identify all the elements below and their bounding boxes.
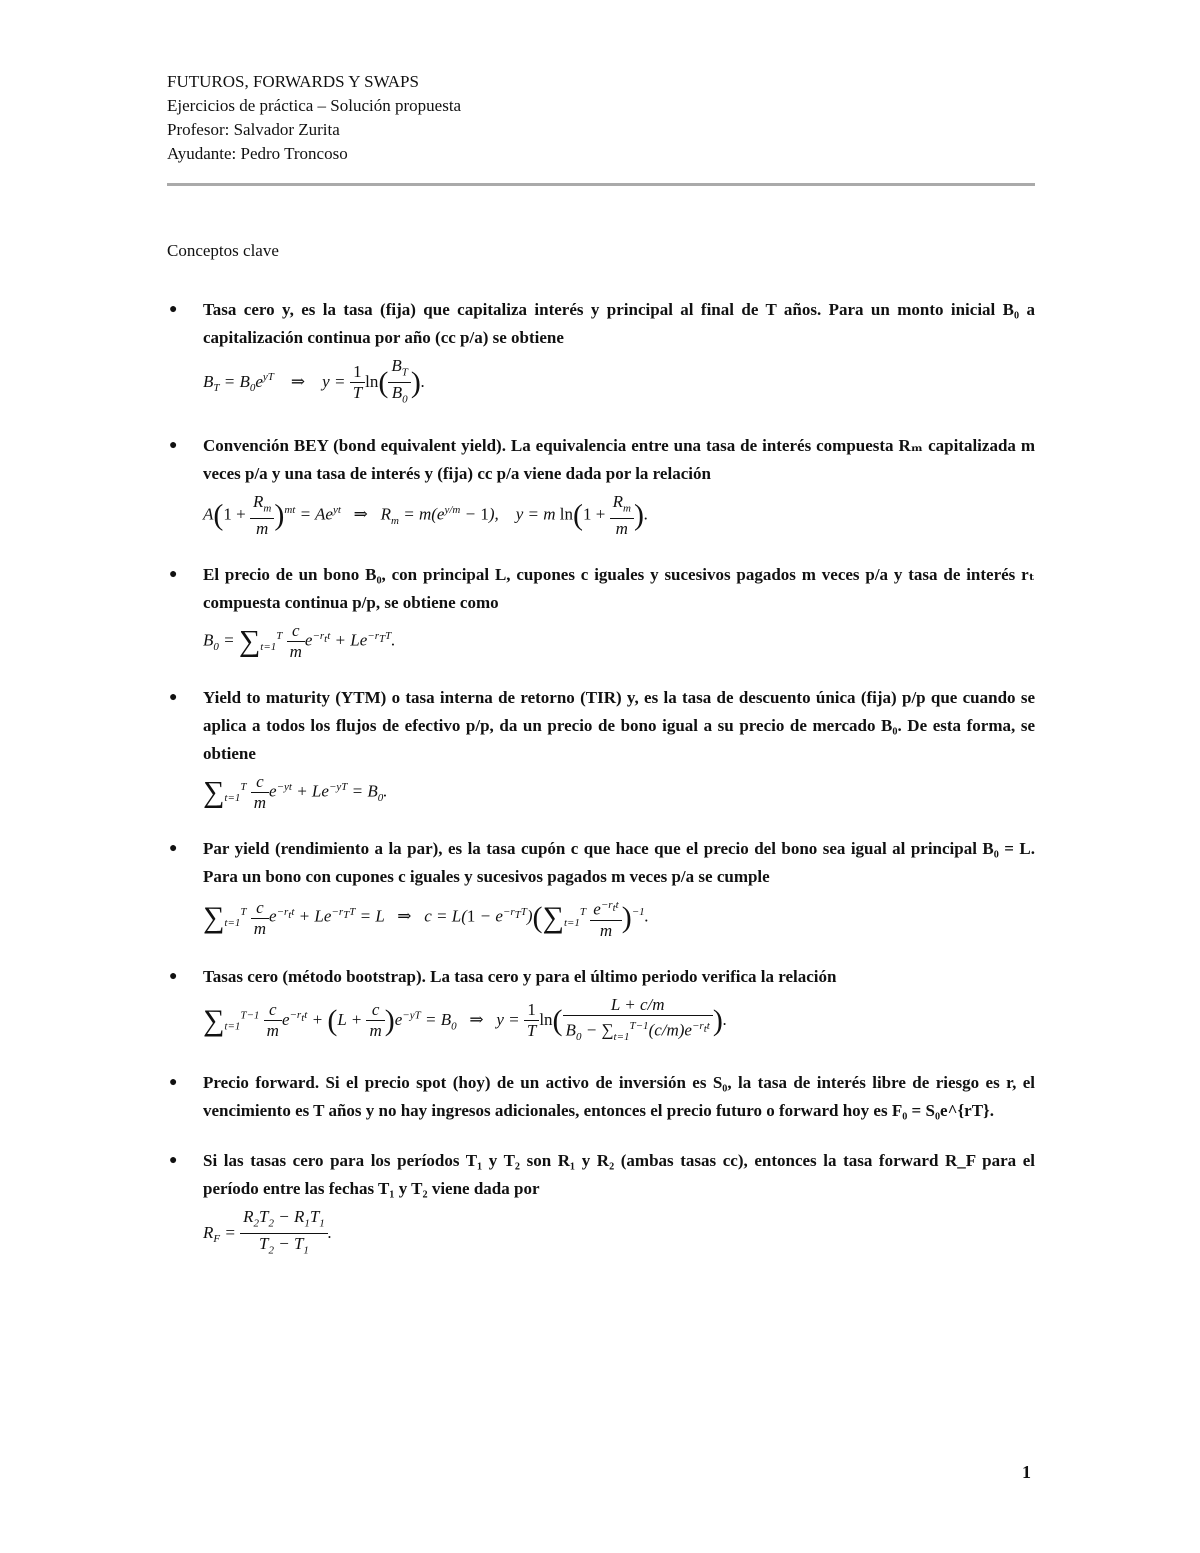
- page-number: 1: [1022, 1462, 1031, 1482]
- course-title: FUTUROS, FORWARDS Y SWAPS: [167, 72, 419, 91]
- bullet-icon: ●: [169, 1152, 178, 1168]
- formula-forward-rate: $R_F$ = $\frac{R_2T_2 - R_1T_1}{T_2 - T_1}$ .: [203, 1206, 333, 1257]
- header: [167, 70, 1035, 166]
- list-item-ytm: [167, 684, 1035, 813]
- formula-bootstrap: $\sum_{t=1}^{T-1}$ $\frac{c}{m}$ $e^{-r_tt} + (L$ + $\frac{c}{m}$ )$e^{-yT} = B_0$ ⇒ y = $\frac{1}{T}$ ln( $\frac{L + c/m}{B_0 - \sum_{t=1}^{T-1}(c/m)e^{-r_tt}}$ ).: [203, 994, 728, 1043]
- item-text: Tasa cero y, es la tasa (fija) que capitaliza interés y principal al final de T años. Para un monto inicial B₀ a capitalización continua por año (cc p/a) se obtiene: [203, 300, 1035, 347]
- concepts-list: [167, 296, 1035, 1283]
- list-item-par-yield: [167, 835, 1035, 941]
- bullet-icon: ●: [169, 567, 178, 583]
- formula-ytm: $\sum_{t=1}^T$ $\frac{c}{m}$ $e^{-yt} + Le^{-yT} = B_0$.: [203, 772, 388, 813]
- bullet-icon: ●: [169, 968, 178, 984]
- bullet-icon: ●: [169, 437, 178, 453]
- list-item-zero-rate: [167, 296, 1035, 410]
- assistant-line: Ayudante: Pedro Troncoso: [167, 144, 348, 163]
- item-text: Yield to maturity (YTM) o tasa interna de retorno (TIR) y, es la tasa de descuento única (fija) p/p que cuando se aplica a todos los flujos de efectivo p/p, da un precio de bono igual a su precio de mercado B₀. De esta forma, se obtiene: [203, 688, 1035, 764]
- list-item-forward-price: [167, 1069, 1035, 1125]
- bullet-icon: ●: [169, 841, 178, 857]
- bullet-icon: ●: [169, 302, 178, 317]
- header-divider: [167, 183, 1035, 186]
- item-text: Convención BEY (bond equivalent yield). La equivalencia entre una tasa de interés compuesta Rₘ capitalizada m veces p/a y una tasa de interés y (fija) cc p/a viene dada por la relación: [203, 435, 1035, 483]
- formula-bey: A(1 + $\frac{R_m}{m}$ )$^{mt} = Ae^{yt}$ ⇒ $R_m = m(e^{y/m} - 1)$, y = m ln(1 + $\frac{R_m}{m}$ ).: [203, 491, 649, 539]
- bullet-icon: ●: [169, 690, 178, 706]
- professor-line: Profesor: Salvador Zurita: [167, 120, 340, 139]
- bullet-icon: ●: [169, 1074, 178, 1090]
- section-title: Conceptos clave: [167, 241, 279, 260]
- item-text: Precio forward. Si el precio spot (hoy) de un activo de inversión es S₀, la tasa de interés libre de riesgo es r, el vencimiento es T años y no hay ingresos adicionales, entonces el precio futuro o forward hoy es F₀ = S₀e^{rT}.: [203, 1072, 1035, 1120]
- document-subtitle: Ejercicios de práctica – Solución propuesta: [167, 96, 462, 115]
- item-text: El precio de un bono B₀, con principal L, cupones c iguales y sucesivos pagados m veces p/a y tasa de interés rₜ compuesta continua p/p, se obtiene como: [203, 565, 1035, 613]
- formula-bond-price: $B_0 = \sum_{t=1}^T$ $\frac{c}{m}$ $e^{-r_tt} + Le^{-r_TT}$.: [203, 621, 396, 662]
- item-text: Tasas cero (método bootstrap). La tasa cero y para el último periodo verifica la relación: [203, 966, 837, 986]
- list-item-bond-price: [167, 561, 1035, 662]
- item-text: Si las tasas cero para los períodos T₁ y T₂ son R₁ y R₂ (ambas tasas cc), entonces la tasa forward R_F para el período entre las fechas T₁ y T₂ viene dada por: [203, 1150, 1035, 1198]
- list-item-forward-rate: [167, 1147, 1035, 1261]
- list-item-bootstrap: [167, 963, 1035, 1047]
- item-text: Par yield (rendimiento a la par), es la tasa cupón c que hace que el precio del bono sea igual al principal B₀ = L. Para un bono con cupones c iguales y sucesivos pagados m veces p/a se cumple: [203, 839, 1035, 887]
- formula-zero-rate: $B_T = B_0e^{yT}$ ⇒ y = $\frac{1}{T}$ ln( $\frac{B_T}{B_0}$ ).: [203, 356, 426, 406]
- list-item-bey: [167, 432, 1035, 539]
- formula-par-yield: $\sum_{t=1}^T$ $\frac{c}{m}$ $e^{-r_tt} + Le^{-r_TT} = L$ ⇒ $c = L(1 - e^{-r_TT})(\sum_{t=1}^T$ $\frac{e^{-r_tt}}{m}$ )$^{-1}$.: [203, 895, 1035, 941]
